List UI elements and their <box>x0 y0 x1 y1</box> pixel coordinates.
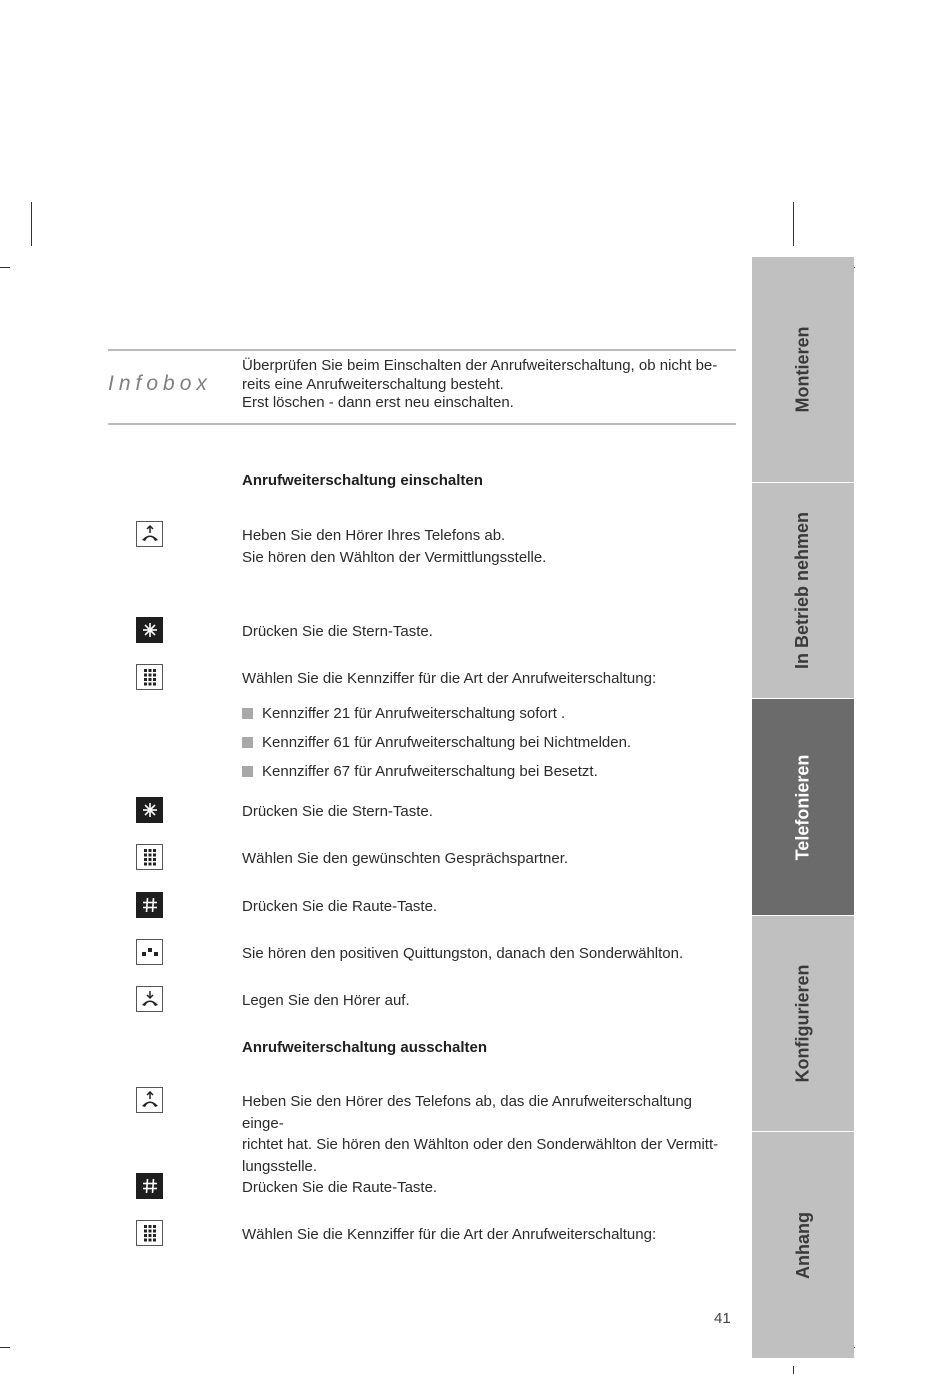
step-line: richtet hat. Sie hören den Wählton oder den Sonderwählton der Vermitt- <box>242 1136 719 1153</box>
bullet-square-icon <box>242 766 253 777</box>
step-text <box>242 1224 734 1246</box>
keypad-icon <box>136 1220 163 1246</box>
step-text <box>242 990 734 1012</box>
tab-konfigurieren[interactable] <box>752 916 854 1131</box>
section-heading-disable: Anrufweiterschaltung ausschalten <box>242 1039 488 1056</box>
list-item-text: Kennziffer 21 für Anrufweiterschaltung sofort . <box>262 705 566 722</box>
step-line: Heben Sie den Hörer Ihres Telefons ab. <box>242 527 506 544</box>
step-text <box>242 1177 734 1199</box>
keypad-icon <box>136 844 163 870</box>
page-number: 41 <box>714 1310 731 1327</box>
tab-anhang[interactable] <box>752 1132 854 1358</box>
tab-montieren[interactable] <box>752 257 854 482</box>
step-text <box>242 943 734 965</box>
crop-mark <box>31 202 32 246</box>
step-line: Sie hören den Wählton der Vermittlungsstelle. <box>242 548 547 566</box>
step-line: Wählen Sie den gewünschten Gesprächspartner. <box>242 850 569 867</box>
infobox-line: reits eine Anrufweiterschaltung besteht. <box>242 375 504 393</box>
tab-label: Telefonieren <box>792 754 813 860</box>
keypad-icon <box>136 664 163 690</box>
step-text <box>242 1091 734 1177</box>
star-key-icon <box>136 797 163 823</box>
section-heading-enable: Anrufweiterschaltung einschalten <box>242 472 483 489</box>
infobox-top-rule <box>108 349 736 351</box>
tab-label: In Betrieb nehmen <box>792 511 813 670</box>
step-line: Wählen Sie die Kennziffer für die Art der Anrufweiterschaltung: <box>242 670 657 687</box>
tab-telefonieren[interactable] <box>752 699 854 915</box>
step-text <box>242 896 734 918</box>
handset-hangup-icon <box>136 986 163 1012</box>
step-line: Sie hören den positiven Quittungston, danach den Sonderwählton. <box>242 945 684 962</box>
infobox-bottom-rule <box>108 423 736 425</box>
handset-lift-icon <box>136 1087 163 1113</box>
crop-mark <box>0 1347 10 1348</box>
tab-label: Konfigurieren <box>792 964 813 1083</box>
infobox-line: Überprüfen Sie beim Einschalten der Anrufweiterschaltung, ob nicht be- <box>242 357 718 374</box>
step-line: Legen Sie den Hörer auf. <box>242 992 410 1009</box>
step-line: Drücken Sie die Stern-Taste. <box>242 803 433 820</box>
step-line: Heben Sie den Hörer des Telefons ab, das die Anrufweiterschaltung einge- <box>242 1093 693 1132</box>
step-text <box>242 525 734 568</box>
tab-in-betrieb-nehmen[interactable] <box>752 483 854 698</box>
tab-label: Anhang <box>792 1211 813 1279</box>
list-item <box>242 704 565 724</box>
step-text <box>242 848 734 870</box>
step-line: Drücken Sie die Stern-Taste. <box>242 623 433 640</box>
handset-lift-icon <box>136 521 163 547</box>
star-key-icon <box>136 617 163 643</box>
infobox-line: Erst löschen - dann erst neu einschalten. <box>242 394 514 411</box>
list-item-text: Kennziffer 67 für Anrufweiterschaltung bei Besetzt. <box>262 763 598 780</box>
list-item <box>242 733 631 753</box>
step-text <box>242 668 734 690</box>
list-item <box>242 762 598 782</box>
infobox-text <box>242 357 732 413</box>
crop-mark <box>793 1366 794 1374</box>
step-text <box>242 621 734 643</box>
crop-mark <box>0 267 10 268</box>
hash-key-icon <box>136 892 163 918</box>
confirmation-tone-icon <box>136 939 163 965</box>
step-line: Drücken Sie die Raute-Taste. <box>242 898 438 915</box>
bullet-square-icon <box>242 708 253 719</box>
list-item-text: Kennziffer 61 für Anrufweiterschaltung bei Nichtmelden. <box>262 734 632 751</box>
step-line: Drücken Sie die Raute-Taste. <box>242 1179 438 1196</box>
step-line: lungsstelle. <box>242 1157 318 1175</box>
bullet-square-icon <box>242 737 253 748</box>
infobox-label: Infobox <box>108 372 212 395</box>
tab-label: Montieren <box>792 326 813 413</box>
step-text <box>242 801 734 823</box>
hash-key-icon <box>136 1173 163 1199</box>
crop-mark <box>793 202 794 246</box>
step-line: Wählen Sie die Kennziffer für die Art der Anrufweiterschaltung: <box>242 1226 657 1243</box>
